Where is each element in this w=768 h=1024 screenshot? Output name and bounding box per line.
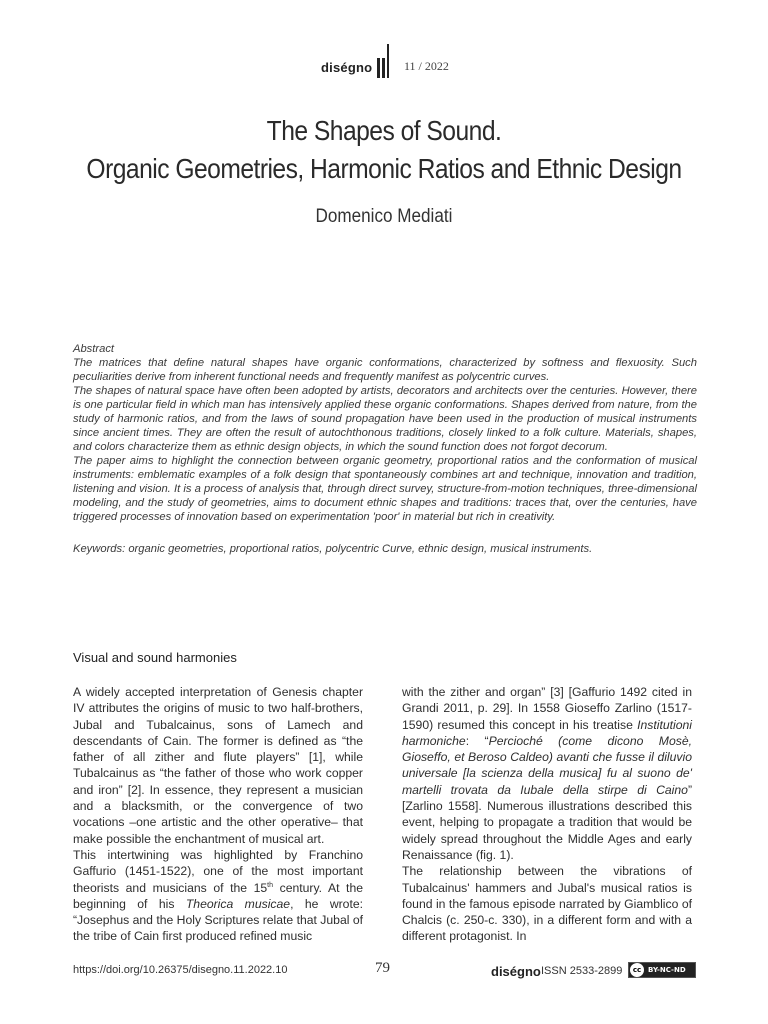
article-title [0,112,768,188]
page-number: 79 [375,960,390,976]
keywords: Keywords: organic geometries, proportional ratios, polycentric Curve, ethnic design, musical instruments. [73,543,593,555]
journal-logo-text: diségno [321,60,373,75]
abstract-paragraph: The shapes of natural space have often been adopted by artists, decorators and architects over the centuries. However, there is one particular field in which man has intensively applied these organic conformations. Shapes derived from nature, from the study of harmonic ratios, and from the laws of sound propagation have been used in the production of musical instruments since ancient times. They are often the result of autochthonous traditions, closely linked to a folk culture. Materials, shapes, and colors characterize them as ethnic design objects, in which the sound function does not forgot decorum. [73,385,697,453]
cc-license-badge[interactable] [628,962,696,978]
journal-logo-mark [377,44,393,78]
title-line-2: Organic Geometries, Harmonic Ratios and Ethnic Design [86,153,682,184]
title-line-1: The Shapes of Sound. [266,115,502,146]
page-header [0,40,768,80]
footer-journal-logo: diségno [491,964,541,979]
author-name: Domenico Mediati [315,206,453,227]
body-paragraph: A widely accepted interpretation of Genesis chapter IV attributes the origins of music to two half-brothers, Jubal and Tubalcainus, sons of Lamech and descendants of Cain. The former is defined as “the father of all zither and flute players” [1], while Tubalcainus as “the father of those who work copper and iron” [2]. In essence, they represent a musician and a blacksmith, or the convergence of two vocations –one artistic and the other operative– that make possible the enchantment of musical art. [73,685,363,846]
issn-label: ISSN 2533-2899 [541,965,623,977]
section-heading: Visual and sound harmonies [73,650,237,665]
cc-icon: cc [630,963,644,977]
issue-label: 11 / 2022 [404,59,449,73]
license-label: BY-NC-ND [648,966,686,974]
abstract-section [73,342,697,556]
abstract-heading: Abstract [73,343,115,355]
page-footer [0,960,768,984]
body-column-left [73,684,363,945]
abstract-paragraph: The matrices that define natural shapes have organic conformations, characterized by softness and flexuosity. Such peculiarities derive from inherent functional needs and frequently manifest as polycentric curves. [73,357,697,383]
body-column-right [402,684,692,945]
body-paragraph: with the zither and organ” [3] [Gaffurio 1492 cited in Grandi 2011, p. 29]. In 1558 Gioseffo Zarlino (1517-1590) resumed this concept in his treatise Institutioni harmoniche: “Percioché (come dicono Mosè, Gioseffo, et Beroso Caldeo) avanti che fusse il diluvio universale [la scienza della musica] fu al suono de' martelli trovata da Iubale della stirpe di Caino” [Zarlino 1558]. Numerous illustrations described this event, helping to propagate a tradition that would be widely spread throughout the Middle Ages and early Renaissance (fig. 1). [402,685,692,862]
abstract-paragraph: The paper aims to highlight the connection between organic geometry, proportional ratios and the conformation of musical instruments: emblematic examples of a folk design that spontaneously combines art and technique, innovation and tradition, listening and vision. It is a process of analysis that, through direct survey, structure-from-motion techniques, three-dimensional modeling, and the study of geometries, aims to document ethnic shapes and traditions: traces that, over the centuries, have triggered processes of innovation based on experimentation 'poor' in material but rich in creativity. [73,455,697,523]
body-paragraph: The relationship between the vibrations of Tubalcainus' hammers and Jubal's musical ratios is found in the famous episode narrated by Giamblico of Chalcis (c. 250-c. 330), in a different form and with a different protagonist. In [402,864,692,944]
doi-link[interactable]: https://doi.org/10.26375/disegno.11.2022.10 [73,964,288,976]
body-paragraph: This intertwining was highlighted by Franchino Gaffurio (1451-1522), one of the most important theorists and musicians of the 15th century. At the beginning of his Theorica musicae, he wrote: “Josephus and the Holy Scriptures relate that Jubal of the tribe of Cain first produced refined music [73,847,364,944]
